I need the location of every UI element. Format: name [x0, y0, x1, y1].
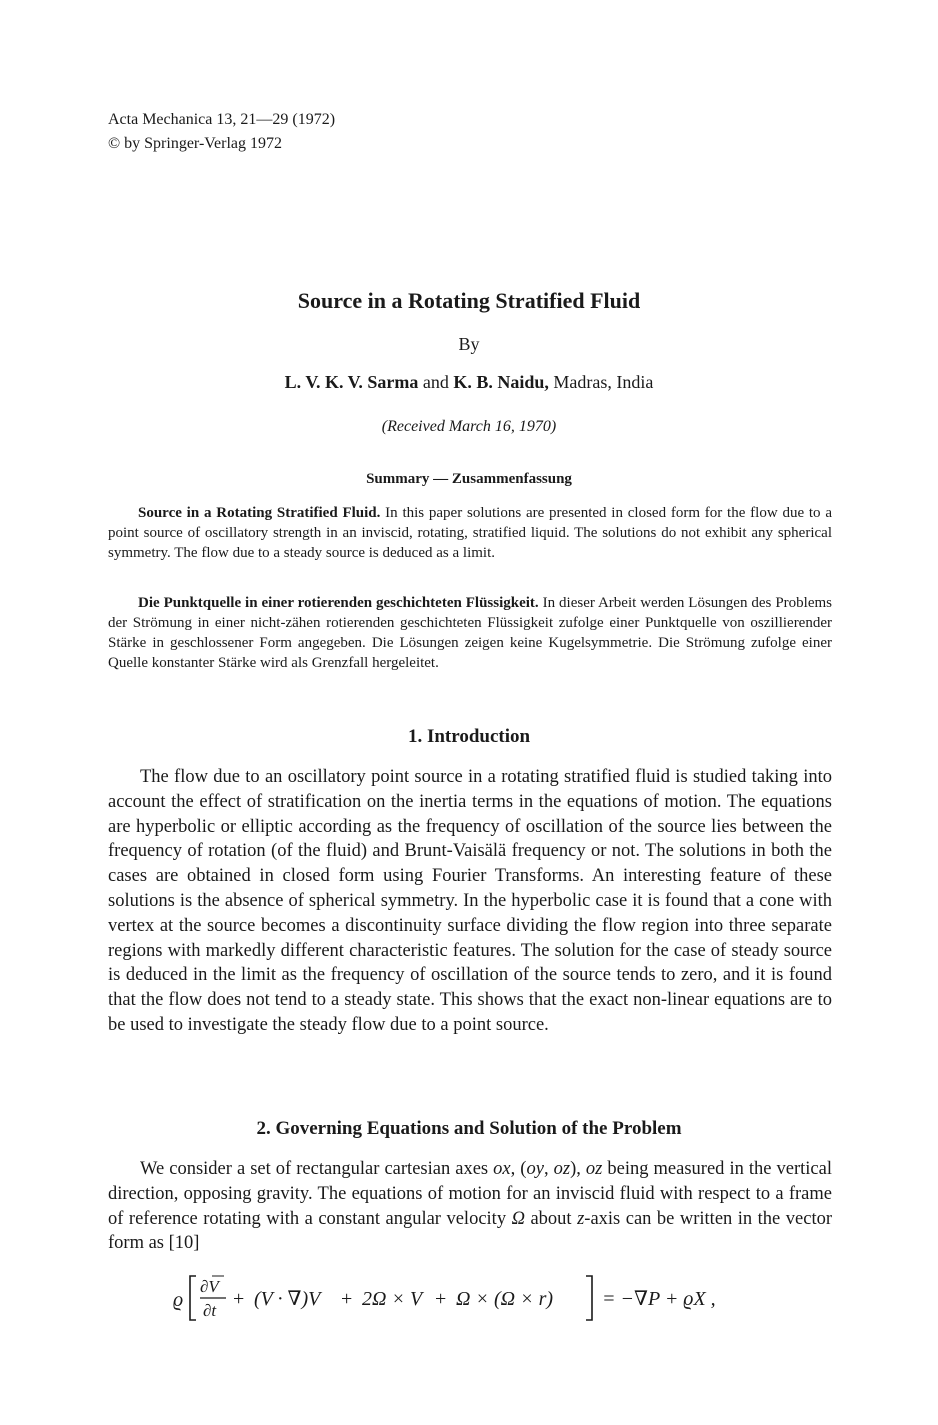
section-2-heading: 2. Governing Equations and Solution of the Problem: [256, 1118, 682, 1139]
abstract-english-text: In this paper solutions are presented in closed form for the flow due to a point source of oscillatory strength in an inviscid, rotating, stratified liquid. The solutions do not exhibit any spherical symmetry. The flow due to a steady source is deduced as a limit.: [108, 505, 832, 561]
section-1-paragraph: The flow due to an oscillatory point source in a rotating stratified fluid is studied taking into account the effect of stratification on the inertia terms in the equations of motion. The equations are hyperbolic or elliptic according as the frequency of oscillation of the source lies between the frequency of rotation (of the fluid) and Brunt-Vaisälä frequency or not. The solutions in both the cases are obtained in closed form using Fourier Transforms. An interesting feature of these solutions is the absence of spherical symmetry. In the hyperbolic case it is found that a cone with vertex at the source becomes a discontinuity surface dividing the flow region into three separate regions with markedly different characteristic features. The solution for the case of steady source is deduced in the limit as the frequency of oscillation of the source tends to zero, and it is found that the flow does not tend to a steady state. This shows that the exact non-linear equations are to be used to investigate the steady flow due to a point source.: [108, 767, 832, 1035]
received-date: (Received March 16, 1970): [381, 418, 557, 435]
s2-math-oz: oz: [553, 1159, 571, 1179]
s2-text-3: ,: [543, 1159, 554, 1179]
eq-rhs: = −∇P + ϱX ,: [602, 1288, 716, 1310]
author-2: K. B. Naidu,: [453, 372, 549, 392]
s2-math-oz-2: oz: [585, 1159, 603, 1179]
s2-text-5: being measured in the vertical direction, opposing gravity. The equations of motion for an inviscid fluid with respect to a frame of reference rotating with a constant angular velocity: [108, 1159, 832, 1229]
s2-text-6: about: [524, 1208, 578, 1229]
s2-text-7: -axis can be written in the vector form as [10]: [108, 1208, 832, 1254]
eq-coriolis: 2Ω × V: [362, 1288, 423, 1310]
abstract-english: [108, 503, 832, 563]
s2-text-4: ),: [570, 1159, 586, 1179]
abstract-german: [108, 593, 832, 673]
authors-line: [0, 372, 938, 393]
summary-heading: Summary — Zusammenfassung: [366, 471, 572, 487]
eq-numerator: ∂V: [200, 1277, 219, 1296]
affiliation: Madras, India: [548, 372, 654, 392]
eq-left-bracket: [190, 1276, 196, 1320]
journal-citation: Acta Mechanica 13, 21—29 (1972): [108, 111, 336, 128]
s2-math-omega: Ω: [511, 1208, 525, 1229]
section-1-heading: 1. Introduction: [407, 726, 531, 747]
author-1: L. V. K. V. Sarma: [284, 372, 419, 392]
authors-and: and: [418, 372, 454, 392]
copyright-line: © by Springer-Verlag 1972: [108, 135, 283, 152]
abstract-english-lead: Source in a Rotating Stratified Fluid.: [138, 505, 381, 521]
paper-title: Source in a Rotating Stratified Fluid: [297, 288, 641, 313]
by-line: By: [458, 334, 480, 354]
eq-plus-3: +: [435, 1288, 447, 1310]
eq-plus-1: +: [233, 1288, 245, 1310]
section-2-paragraph: [108, 1157, 832, 1256]
equation-of-motion: [0, 1272, 938, 1324]
abstract-german-text: In dieser Arbeit werden Lösungen des Problems der Strömung in einer nicht-zähen rotierenden geschichteten Flüssigkeit zufolge einer Punktquelle von oszillierender Stärke in geschlossener Form angegeben. Die Lösungen zeigen keine Kugelsymmetrie. Die Strömung zufolge einer Quelle konstanter Stärke wird als Grenzfall hergeleitet.: [108, 595, 832, 671]
eq-denominator: ∂t: [203, 1301, 217, 1320]
eq-plus-2: +: [341, 1288, 353, 1310]
s2-math-ox: ox: [493, 1159, 511, 1179]
eq-right-bracket: [586, 1276, 592, 1320]
s2-text-1: We consider a set of rectangular cartesian axes: [140, 1159, 494, 1179]
eq-rho: ϱ: [173, 1289, 184, 1311]
equation-svg: [0, 1272, 938, 1324]
abstract-german-lead: Die Punktquelle in einer rotierenden geschichteten Flüssigkeit.: [138, 595, 539, 611]
s2-math-oy: oy: [526, 1159, 544, 1179]
s2-math-z: z: [577, 1208, 585, 1229]
eq-advection: (V · ∇)V: [254, 1288, 321, 1310]
s2-text-2: , (: [510, 1159, 527, 1179]
eq-centrifugal: Ω × (Ω × r): [456, 1288, 554, 1310]
